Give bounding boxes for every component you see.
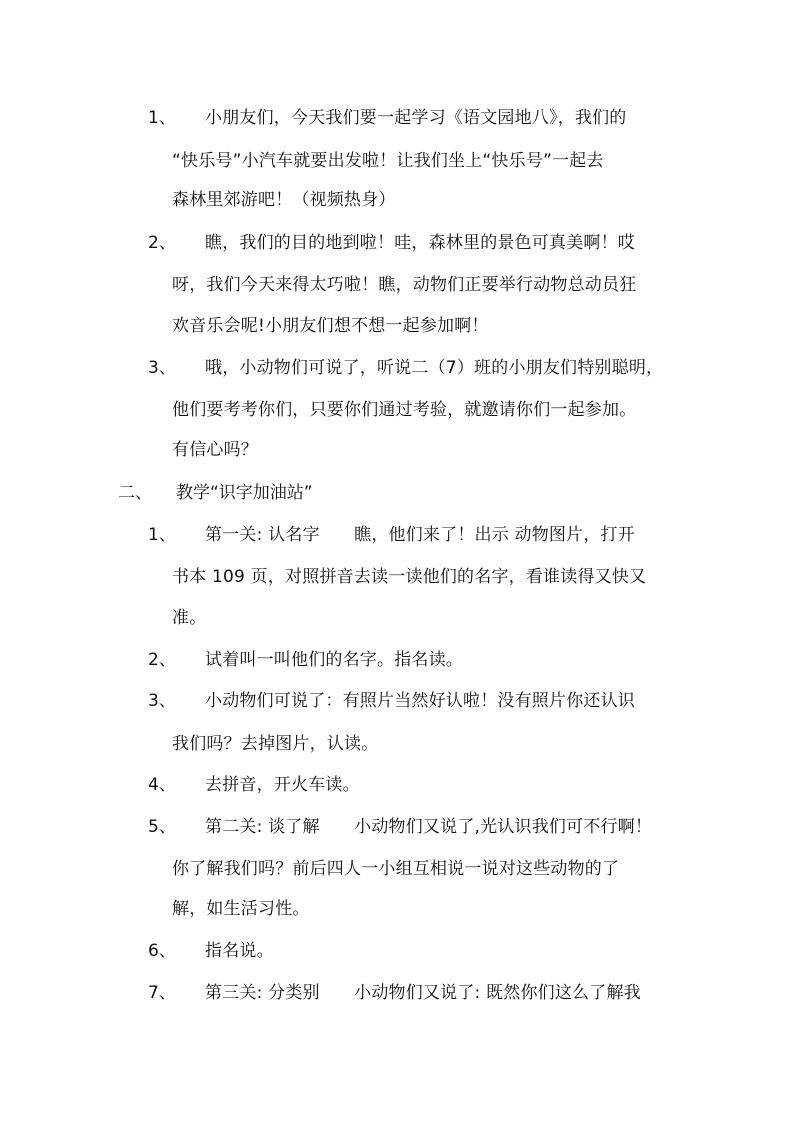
item-number: 3、 bbox=[148, 358, 176, 378]
paragraph-line: 他们要考考你们，只要你们通过考验，就邀请你们一起参加。 bbox=[172, 400, 637, 420]
paragraph-line: 小朋友们，今天我们要一起学习《语文园地八》，我们的 bbox=[205, 108, 627, 128]
paragraph-line: 书本 109 页，对照拼音去读一读他们的名字，看谁读得又快又 bbox=[172, 567, 647, 587]
section-title: 教学“识字加油站” bbox=[176, 483, 313, 503]
paragraph-line: “快乐号”小汽车就要出发啦！让我们坐上“快乐号”一起去 bbox=[172, 151, 604, 171]
paragraph-line: 哦，小动物们可说了，听说二（7）班的小朋友们特别聪明， bbox=[205, 358, 664, 378]
paragraph-line: 有信心吗？ bbox=[172, 440, 258, 460]
item-number: 2、 bbox=[148, 233, 176, 253]
paragraph-line: 你了解我们吗？前后四人一小组互相说一说对这些动物的了 bbox=[172, 859, 620, 879]
item-number: 6、 bbox=[148, 941, 176, 961]
paragraph-line: 森林里郊游吧！（视频热身） bbox=[172, 190, 396, 210]
item-number: 5、 bbox=[148, 817, 176, 837]
paragraph-line: 解，如生活习性。 bbox=[172, 899, 310, 919]
paragraph-line: 去拼音，开火车读。 bbox=[205, 775, 360, 795]
paragraph-line: 第二关: 谈了解 小动物们又说了,光认识我们可不行啊！ bbox=[205, 817, 653, 837]
item-number: 1、 bbox=[148, 525, 176, 545]
paragraph-line: 准。 bbox=[172, 608, 207, 628]
item-number: 3、 bbox=[148, 691, 176, 711]
item-number: 4、 bbox=[148, 775, 176, 795]
item-number: 1、 bbox=[148, 108, 176, 128]
item-number: 2、 bbox=[148, 650, 176, 670]
paragraph-line: 我们吗？去掉图片，认读。 bbox=[172, 734, 379, 754]
paragraph-line: 欢音乐会呢!小朋友们想不想一起参加啊！ bbox=[172, 316, 489, 336]
paragraph-line: 试着叫一叫他们的名字。指名读。 bbox=[205, 650, 463, 670]
paragraph-line: 指名说。 bbox=[205, 941, 274, 961]
section-number: 二、 bbox=[118, 483, 152, 503]
paragraph-line: 第三关: 分类别 小动物们又说了: 既然你们这么了解我 bbox=[205, 983, 641, 1003]
paragraph-line: 呀，我们今天来得太巧啦！瞧，动物们正要举行动物总动员狂 bbox=[172, 275, 637, 295]
paragraph-line: 瞧，我们的目的地到啦！哇，森林里的景色可真美啊！哎 bbox=[205, 233, 635, 253]
paragraph-line: 第一关: 认名字 瞧，他们来了！出示 动物图片，打开 bbox=[205, 525, 635, 545]
paragraph-line: 小动物们可说了：有照片当然好认啦！没有照片你还认识 bbox=[205, 691, 635, 711]
item-number: 7、 bbox=[148, 983, 176, 1003]
